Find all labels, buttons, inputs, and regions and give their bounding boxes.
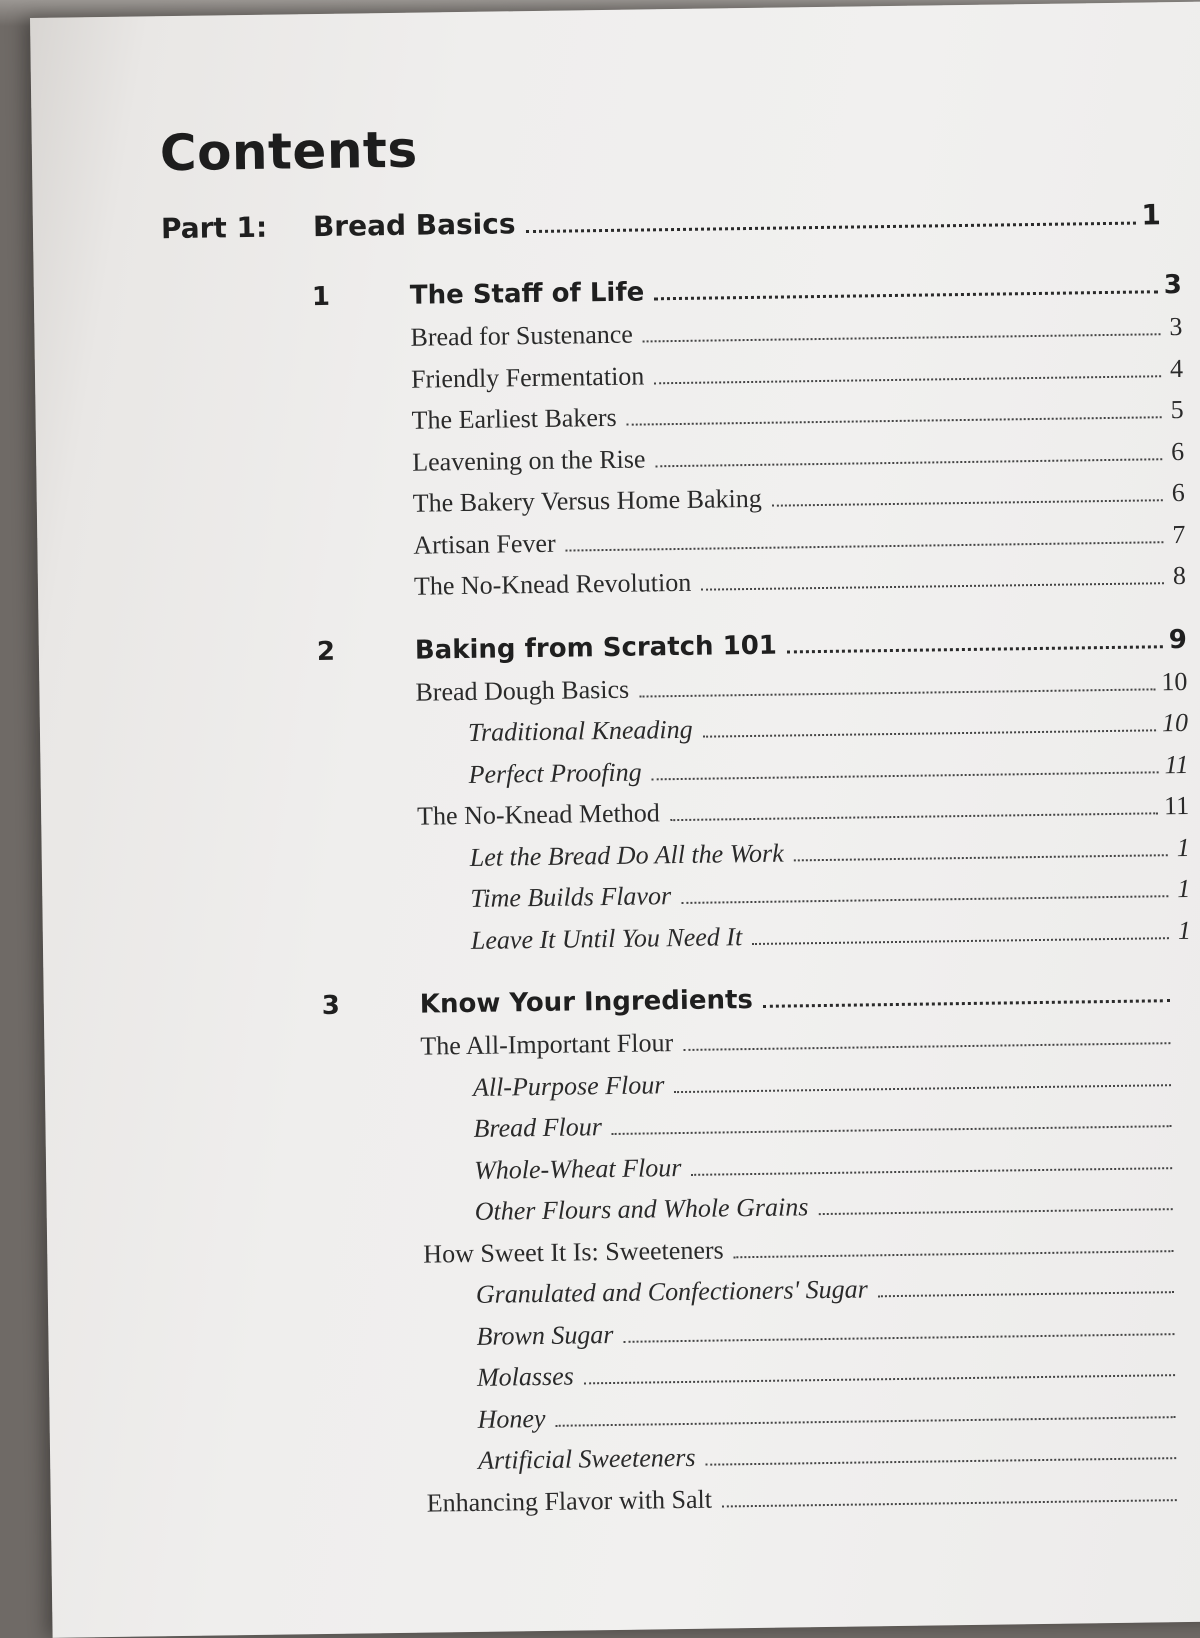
entry-page: 1	[1175, 915, 1191, 945]
dot-leader	[691, 1167, 1172, 1176]
entry-title: Let the Bread Do All the Work	[470, 838, 784, 872]
dot-leader	[566, 541, 1164, 551]
entry-title: Artificial Sweeteners	[478, 1443, 696, 1476]
entry-title: Perfect Proofing	[468, 757, 641, 789]
chapter-number: 3	[322, 990, 420, 1021]
entry-title: The No-Knead Revolution	[414, 568, 692, 602]
dot-leader	[818, 1208, 1172, 1215]
dot-leader	[703, 729, 1156, 737]
entry-page: 6	[1168, 436, 1184, 466]
entry-page: 10	[1161, 666, 1187, 696]
dot-leader	[652, 771, 1159, 780]
dot-leader	[674, 1084, 1171, 1093]
dot-leader	[787, 645, 1163, 653]
entry-title: Honey	[477, 1403, 545, 1434]
entry-title: Time Builds Flavor	[470, 881, 671, 914]
dot-leader	[763, 999, 1170, 1008]
dot-leader	[878, 1291, 1174, 1297]
entry-page: 1	[1173, 832, 1189, 862]
dot-leader	[722, 1499, 1177, 1507]
part-heading	[161, 198, 1161, 245]
chapter-title: Baking from Scratch 101	[415, 630, 777, 665]
entry-title: Bread Flour	[473, 1112, 602, 1144]
entry-page: 10	[1162, 708, 1188, 738]
entry-title: The Bakery Versus Home Baking	[413, 484, 762, 519]
dot-leader	[681, 895, 1168, 904]
chapter-3	[322, 979, 1199, 1531]
entry-title: Bread Dough Basics	[415, 674, 629, 707]
entry-title: Leave It Until You Need It	[471, 922, 743, 956]
dot-leader	[526, 222, 1136, 234]
entry-page: 6	[1169, 478, 1185, 508]
part-page: 1	[1141, 198, 1161, 231]
entry-title: Friendly Fermentation	[411, 361, 645, 394]
dot-leader	[624, 1333, 1175, 1343]
chapter-title: Know Your Ingredients	[420, 985, 753, 1020]
dot-leader	[556, 1416, 1176, 1427]
entry-title: Brown Sugar	[476, 1319, 613, 1351]
table-of-contents	[312, 270, 1200, 1553]
dot-leader	[639, 688, 1155, 697]
entry-title: Artisan Fever	[413, 528, 556, 560]
entry-title: Leavening on the Rise	[412, 444, 646, 477]
dot-leader	[584, 1374, 1175, 1384]
part-title: Bread Basics	[313, 207, 516, 243]
entry-title: The Earliest Bakers	[411, 403, 616, 436]
subsection-entry	[471, 915, 1192, 967]
entry-title: All-Purpose Flour	[473, 1070, 665, 1103]
dot-leader	[752, 937, 1169, 945]
entry-title: Molasses	[477, 1362, 574, 1393]
entry-title: How Sweet It Is: Sweeteners	[423, 1235, 724, 1269]
entry-title: Granulated and Confectioners' Sugar	[476, 1274, 868, 1309]
entry-page: 11	[1164, 791, 1189, 821]
dot-leader	[772, 499, 1163, 506]
entry-page: 1	[1174, 874, 1190, 904]
entry-title: Whole-Wheat Flour	[474, 1153, 682, 1186]
dot-leader	[794, 854, 1168, 861]
entry-page: 7	[1169, 519, 1185, 549]
entry-title: Bread for Sustenance	[410, 320, 633, 353]
entry-title: Enhancing Flavor with Salt	[427, 1484, 713, 1518]
dot-leader	[654, 290, 1157, 300]
chapter-page: 9	[1168, 624, 1187, 654]
entry-page: 3	[1166, 312, 1182, 342]
dot-leader	[654, 375, 1161, 384]
page-title: Contents	[159, 121, 418, 183]
entry-page: 4	[1167, 353, 1183, 383]
chapter-2	[317, 624, 1192, 969]
chapter-title: The Staff of Life	[410, 277, 645, 310]
dot-leader	[612, 1125, 1172, 1135]
entry-page: 11	[1164, 749, 1188, 779]
entry-page: 8	[1170, 561, 1186, 591]
dot-leader	[683, 1042, 1170, 1051]
entry-title: The No-Knead Method	[417, 798, 660, 831]
entry-title: The All-Important Flour	[420, 1028, 673, 1062]
dot-leader	[701, 582, 1164, 590]
chapter-page: 3	[1164, 270, 1183, 300]
dot-leader	[706, 1457, 1177, 1466]
book-page	[30, 1, 1200, 1638]
chapter-1	[312, 270, 1187, 615]
entry-title: Traditional Kneading	[468, 715, 693, 748]
dot-leader	[734, 1250, 1174, 1258]
part-label: Part 1:	[161, 210, 313, 245]
entry-title: Other Flours and Whole Grains	[475, 1192, 809, 1227]
entry-page: 5	[1167, 395, 1183, 425]
dot-leader	[643, 333, 1161, 342]
dot-leader	[670, 812, 1158, 821]
dot-leader	[627, 416, 1162, 425]
chapter-number: 2	[317, 635, 415, 666]
chapter-number: 1	[312, 281, 410, 312]
dot-leader	[656, 458, 1163, 467]
